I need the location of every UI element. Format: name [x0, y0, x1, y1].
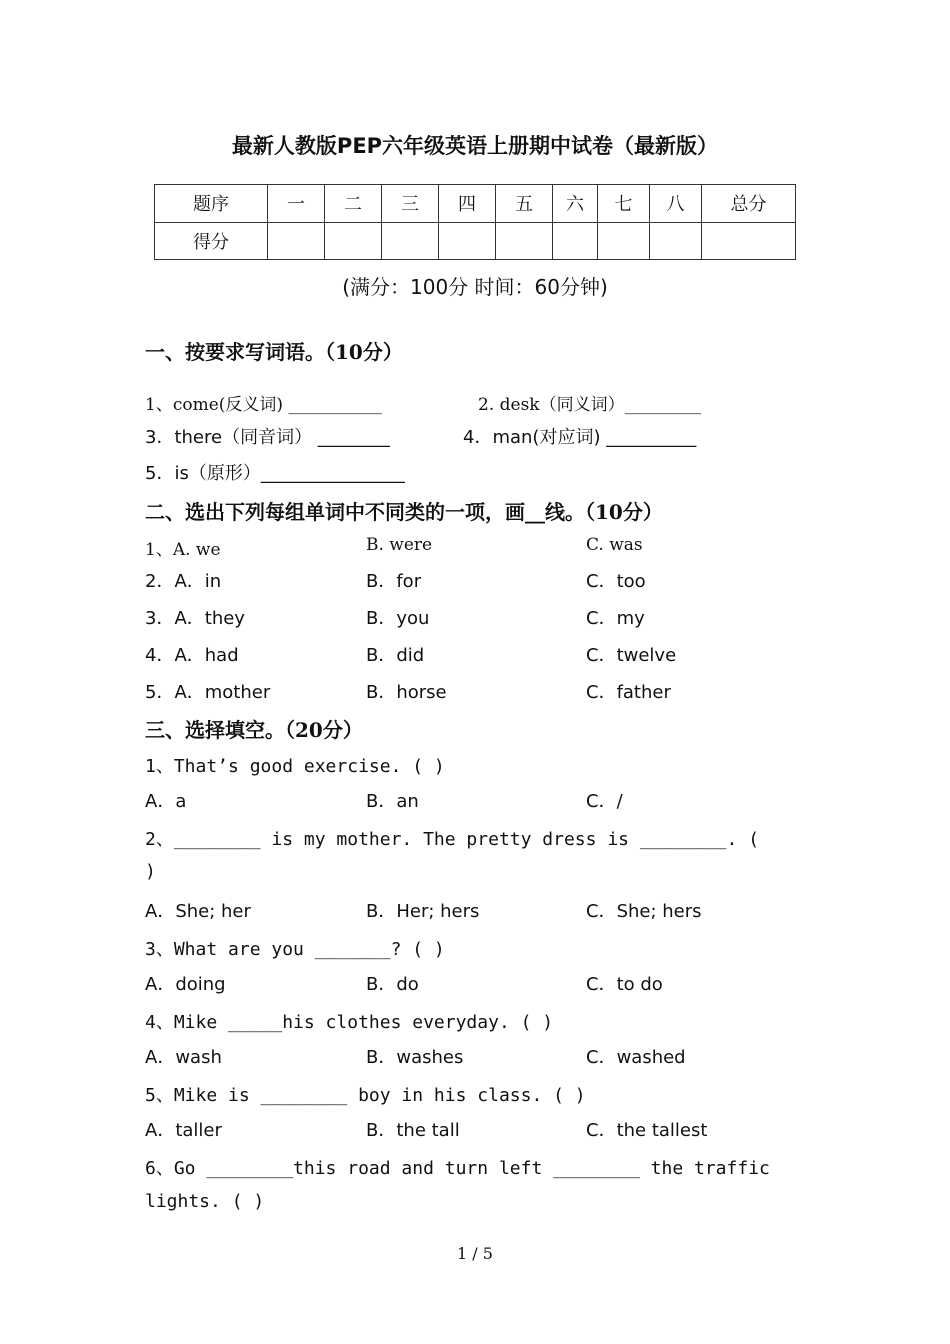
score-header-cell: 题序 [155, 185, 268, 223]
section3-q4: 4、Mike _____his clothes everyday. ( ) [145, 1012, 554, 1033]
section3-q6-line1: 6、Go ________this road and turn left ________ the traffic [145, 1158, 770, 1179]
score-table-header-row [155, 185, 796, 223]
section3-q5-option-a: A．taller [145, 1120, 222, 1141]
section2-row1-c: C. was [586, 535, 643, 555]
score-cell[interactable] [702, 222, 796, 260]
section2-row2-c: C．too [586, 571, 646, 592]
section3-q2-option-a: A．She; her [145, 901, 251, 922]
section3-q3-option-b: B．do [366, 974, 419, 995]
section3-q5-option-c: C．the tallest [586, 1120, 708, 1141]
score-header-cell: 一 [268, 185, 325, 223]
section1-q4: 4．man(对应词) __________ [463, 427, 697, 448]
section3-q4-option-b: B．washes [366, 1047, 464, 1068]
score-header-cell: 七 [598, 185, 650, 223]
score-header-cell: 三 [382, 185, 439, 223]
section2-row5-c: C．father [586, 682, 671, 703]
score-cell[interactable] [268, 222, 325, 260]
section2-row2-a: 2．A．in [145, 571, 222, 592]
section1-heading: 一、按要求写词语。（10分） [145, 340, 403, 364]
score-header-cell: 总分 [702, 185, 796, 223]
score-cell[interactable] [325, 222, 382, 260]
score-cell[interactable] [382, 222, 439, 260]
section3-q4-option-a: A．wash [145, 1047, 222, 1068]
section3-heading: 三、选择填空。（20分） [145, 718, 363, 742]
section3-q5: 5、Mike is ________ boy in his class. ( ) [145, 1085, 586, 1106]
full-score-time: (满分：100分 时间：60分钟) [342, 275, 608, 299]
section1-q2: 2. desk（同义词）_________ [478, 395, 702, 415]
section2-heading: 二、选出下列每组单词中不同类的一项，画__线。（10分） [145, 500, 663, 524]
score-header-cell: 二 [325, 185, 382, 223]
score-header-cell: 五 [496, 185, 553, 223]
section1-q3: 3．there（同音词） ________ [145, 427, 390, 448]
section3-q2-option-c: C．She; hers [586, 901, 702, 922]
section2-row5-b: B．horse [366, 682, 447, 703]
section3-q3-option-c: C．to do [586, 974, 663, 995]
section2-row4-c: C．twelve [586, 645, 677, 666]
section2-row2-b: B．for [366, 571, 422, 592]
section3-q5-option-b: B．the tall [366, 1120, 460, 1141]
score-table [154, 184, 796, 260]
score-cell[interactable] [439, 222, 496, 260]
section3-q1-option-c: C．/ [586, 791, 623, 812]
section2-row1-b: B. were [366, 535, 433, 555]
score-cell[interactable] [598, 222, 650, 260]
section3-q1-option-a: A．a [145, 791, 187, 812]
section1-q1: 1、come(反义词) ___________ [145, 395, 382, 415]
section3-q3: 3、What are you _______? ( ) [145, 939, 445, 960]
score-table-score-row [155, 222, 796, 260]
score-cell[interactable] [496, 222, 553, 260]
section2-row3-a: 3．A．they [145, 608, 245, 629]
section3-q4-option-c: C．washed [586, 1047, 686, 1068]
score-header-cell: 四 [439, 185, 496, 223]
section1-q5: 5．is（原形）________________ [145, 463, 405, 484]
section3-q3-option-a: A．doing [145, 974, 226, 995]
section2-row4-a: 4．A．had [145, 645, 239, 666]
section2-row4-b: B．did [366, 645, 425, 666]
section3-q2-line1: 2、________ is my mother. The pretty dress is ________. ( [145, 829, 760, 850]
page-number: 1 / 5 [457, 1244, 493, 1263]
score-row-label: 得分 [155, 222, 268, 260]
page-title: 最新人教版PEP六年级英语上册期中试卷（最新版） [231, 134, 719, 158]
section2-row5-a: 5．A．mother [145, 682, 271, 703]
score-cell[interactable] [650, 222, 702, 260]
section3-q1-option-b: B．an [366, 791, 419, 812]
score-cell[interactable] [553, 222, 598, 260]
section2-row3-c: C．my [586, 608, 645, 629]
section2-row1-a: 1、A. we [145, 540, 221, 560]
section2-row3-b: B．you [366, 608, 430, 629]
section3-q6-line2: lights. ( ) [145, 1191, 265, 1212]
section3-q2-line2: ) [145, 861, 156, 882]
score-header-cell: 八 [650, 185, 702, 223]
score-header-cell: 六 [553, 185, 598, 223]
section3-q2-option-b: B．Her; hers [366, 901, 480, 922]
section3-q1: 1、That’s good exercise. ( ) [145, 756, 445, 777]
